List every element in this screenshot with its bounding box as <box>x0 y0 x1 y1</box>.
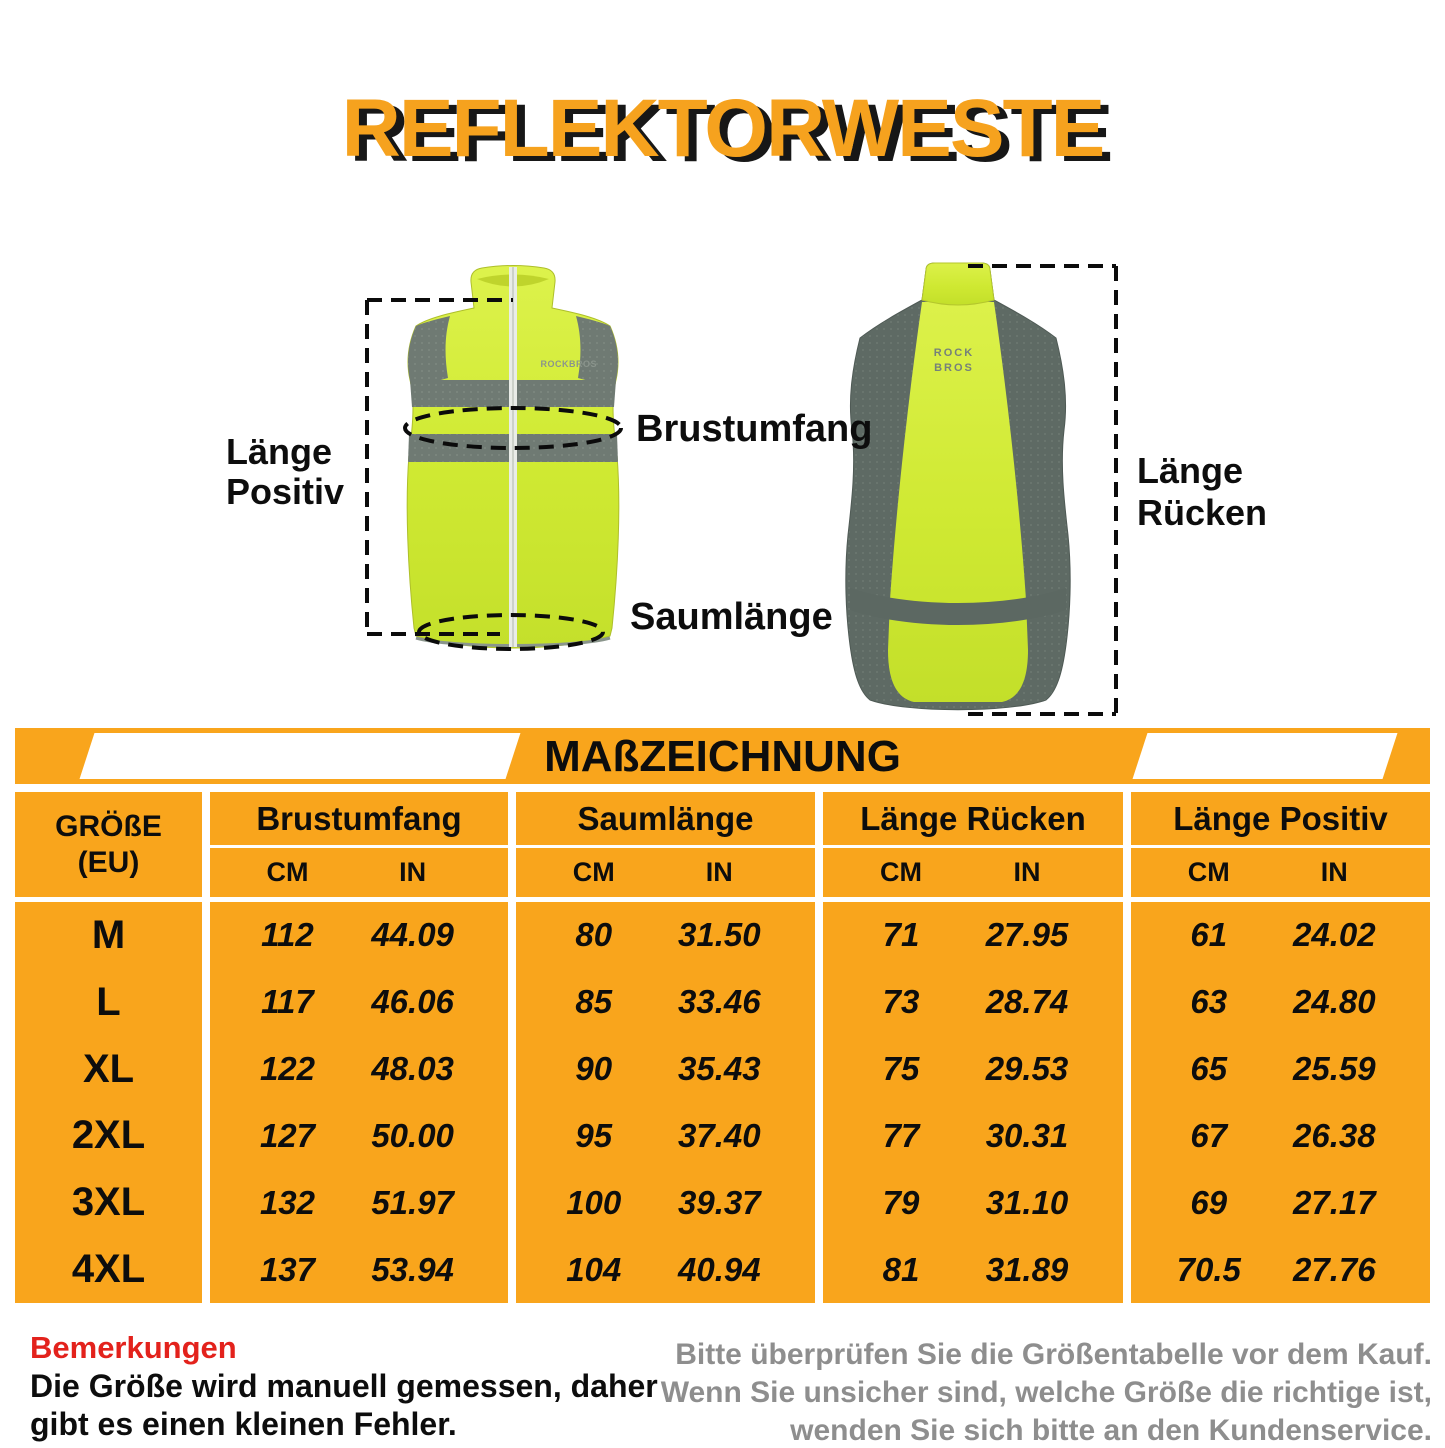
table-cell: 39.37 <box>678 1183 761 1221</box>
table-cell: 100 <box>566 1183 622 1221</box>
page-title: REFLEKTORWESTE <box>341 83 1104 174</box>
size-column <box>15 902 202 1303</box>
service-note-line3: wenden Sie sich bitte an den Kundenservice. <box>790 1414 1432 1447</box>
size-label: 3XL <box>71 1180 146 1225</box>
label-saumlaenge: Saumlänge <box>630 596 833 638</box>
table-row <box>823 1236 1123 1303</box>
table-row <box>516 1102 815 1169</box>
table-cell: 51.97 <box>371 1183 454 1221</box>
size-label: XL <box>82 1046 135 1091</box>
table-cell: 69 <box>1190 1183 1228 1221</box>
table-cell: 137 <box>259 1250 315 1288</box>
back-collar <box>922 263 994 305</box>
table-cell: 117 <box>261 983 314 1021</box>
table-row <box>823 969 1123 1036</box>
table-cell: 81 <box>882 1250 920 1288</box>
table-cell: 63 <box>1190 983 1228 1021</box>
table-cell: 73 <box>882 983 920 1021</box>
table-row <box>823 902 1123 969</box>
unit-in-label: IN <box>1320 857 1348 887</box>
table-row <box>210 1102 508 1169</box>
table-row <box>210 969 508 1036</box>
column-header-laenge-ruecken: Länge Rücken <box>823 792 1123 845</box>
label-laenge-positiv-line2: Positiv <box>226 471 345 512</box>
table-cell: 31.50 <box>678 916 761 954</box>
table-cell: 28.74 <box>985 983 1069 1021</box>
size-label: 2XL <box>71 1113 146 1158</box>
unit-cm-label: CM <box>572 857 615 887</box>
back-vest-illustration <box>840 250 1130 730</box>
table-cell: 75 <box>882 1050 920 1088</box>
table-cell: 80 <box>575 916 613 954</box>
column-header-brustumfang: Brustumfang <box>210 792 508 845</box>
table-cell: 79 <box>882 1183 920 1221</box>
table-cell: 132 <box>259 1183 315 1221</box>
table-cell: 31.10 <box>985 1183 1069 1221</box>
table-row <box>210 1036 508 1103</box>
front-vest-illustration <box>350 250 650 680</box>
table-row <box>210 902 508 969</box>
table-row <box>516 969 815 1036</box>
label-laenge-positiv-line1: Länge <box>226 431 333 472</box>
label-laenge-ruecken <box>1137 450 1267 534</box>
table-cell: 33.46 <box>678 983 761 1021</box>
table-cell: 27.95 <box>985 916 1069 954</box>
unit-in-label: IN <box>1013 857 1041 887</box>
unit-cm-label: CM <box>880 857 922 887</box>
label-laenge-ruecken-line2: Rücken <box>1137 492 1268 533</box>
data-column-brustumfang <box>210 902 508 1303</box>
size-label: L <box>96 979 121 1024</box>
table-cell: 30.31 <box>985 1116 1069 1154</box>
unit-cm-label: CM <box>1187 857 1230 887</box>
table-cell: 26.38 <box>1293 1116 1376 1154</box>
table-cell: 27.17 <box>1293 1183 1376 1221</box>
table-row <box>516 1169 815 1236</box>
table-cell: 44.09 <box>371 916 454 954</box>
table-cell: 27.76 <box>1293 1250 1376 1288</box>
table-row <box>823 1169 1123 1236</box>
table-row <box>823 1036 1123 1103</box>
column-header-saumlaenge: Saumlänge <box>516 792 815 845</box>
table-cell: 104 <box>566 1250 622 1288</box>
table-row <box>516 1036 815 1103</box>
table-row <box>1131 1236 1430 1303</box>
size-label: 4XL <box>71 1247 146 1292</box>
unit-cm-label: CM <box>266 857 309 887</box>
front-shoulder-panel-right <box>576 316 618 388</box>
label-laenge-positiv <box>226 432 344 512</box>
table-cell: 53.94 <box>371 1250 454 1288</box>
unit-in-label: IN <box>399 857 427 887</box>
notes-line1: Die Größe wird manuell gemessen, daher <box>30 1368 658 1404</box>
table-cell: 40.94 <box>678 1250 761 1288</box>
service-note-line1: Bitte überprüfen Sie die Größentabelle vor dem Kauf. <box>675 1338 1432 1371</box>
table-row <box>1131 1169 1430 1236</box>
column-header-size <box>15 792 202 897</box>
size-table <box>15 728 1430 1303</box>
unit-row-laenge-ruecken <box>823 848 1123 897</box>
back-brand-line1: ROCK <box>933 347 975 359</box>
data-column-laenge-positiv <box>1131 902 1430 1303</box>
service-note-line2: Wenn Sie unsicher sind, welche Größe die richtige ist, <box>660 1376 1432 1409</box>
table-cell: 37.40 <box>678 1116 761 1154</box>
table-row <box>210 1169 508 1236</box>
table-cell: 24.02 <box>1293 916 1376 954</box>
table-cell: 85 <box>575 983 613 1021</box>
unit-row-brustumfang <box>210 848 508 897</box>
size-label: M <box>91 912 126 957</box>
notes-line2: gibt es einen kleinen Fehler. <box>30 1406 457 1442</box>
table-cell: 95 <box>575 1116 613 1154</box>
table-row <box>1131 1102 1430 1169</box>
data-column-laenge-ruecken <box>823 902 1123 1303</box>
table-cell: 122 <box>259 1050 315 1088</box>
table-cell: 24.80 <box>1293 983 1376 1021</box>
label-laenge-ruecken-line1: Länge <box>1137 450 1244 491</box>
table-cell: 61 <box>1190 916 1228 954</box>
table-cell: 29.53 <box>985 1050 1069 1088</box>
label-brustumfang: Brustumfang <box>636 408 873 450</box>
table-cell: 48.03 <box>371 1050 454 1088</box>
table-cell: 112 <box>261 916 314 954</box>
table-cell: 70.5 <box>1176 1250 1241 1288</box>
size-header-line1: GRÖßE <box>55 809 162 843</box>
table-title: MAßZEICHNUNG <box>544 732 901 781</box>
size-header-line2: (EU) <box>77 845 140 879</box>
table-cell: 90 <box>575 1050 613 1088</box>
table-row <box>1131 902 1430 969</box>
table-cell: 46.06 <box>371 983 454 1021</box>
table-cell: 127 <box>259 1116 315 1154</box>
table-cell: 31.89 <box>985 1250 1069 1288</box>
table-cell: 50.00 <box>371 1116 454 1154</box>
front-brand-text: ROCKBROS <box>540 359 597 369</box>
column-header-laenge-positiv: Länge Positiv <box>1131 792 1430 845</box>
notes-heading: Bemerkungen <box>30 1330 237 1365</box>
table-cell: 25.59 <box>1293 1050 1376 1088</box>
table-banner <box>15 728 1430 784</box>
table-cell: 35.43 <box>678 1050 761 1088</box>
front-shoulder-panel-left <box>408 316 450 388</box>
table-row <box>516 902 815 969</box>
table-cell: 77 <box>882 1116 920 1154</box>
table-cell: 65 <box>1190 1050 1228 1088</box>
table-cell: 67 <box>1190 1116 1228 1154</box>
table-row <box>210 1236 508 1303</box>
unit-row-laenge-positiv <box>1131 848 1430 897</box>
data-column-saumlaenge <box>516 902 815 1303</box>
table-row <box>1131 969 1430 1036</box>
unit-in-label: IN <box>705 857 733 887</box>
table-row <box>823 1102 1123 1169</box>
back-brand-line2: BROS <box>934 362 974 374</box>
unit-row-saumlaenge <box>516 848 815 897</box>
table-row <box>1131 1036 1430 1103</box>
table-row <box>516 1236 815 1303</box>
table-cell: 71 <box>882 916 920 954</box>
